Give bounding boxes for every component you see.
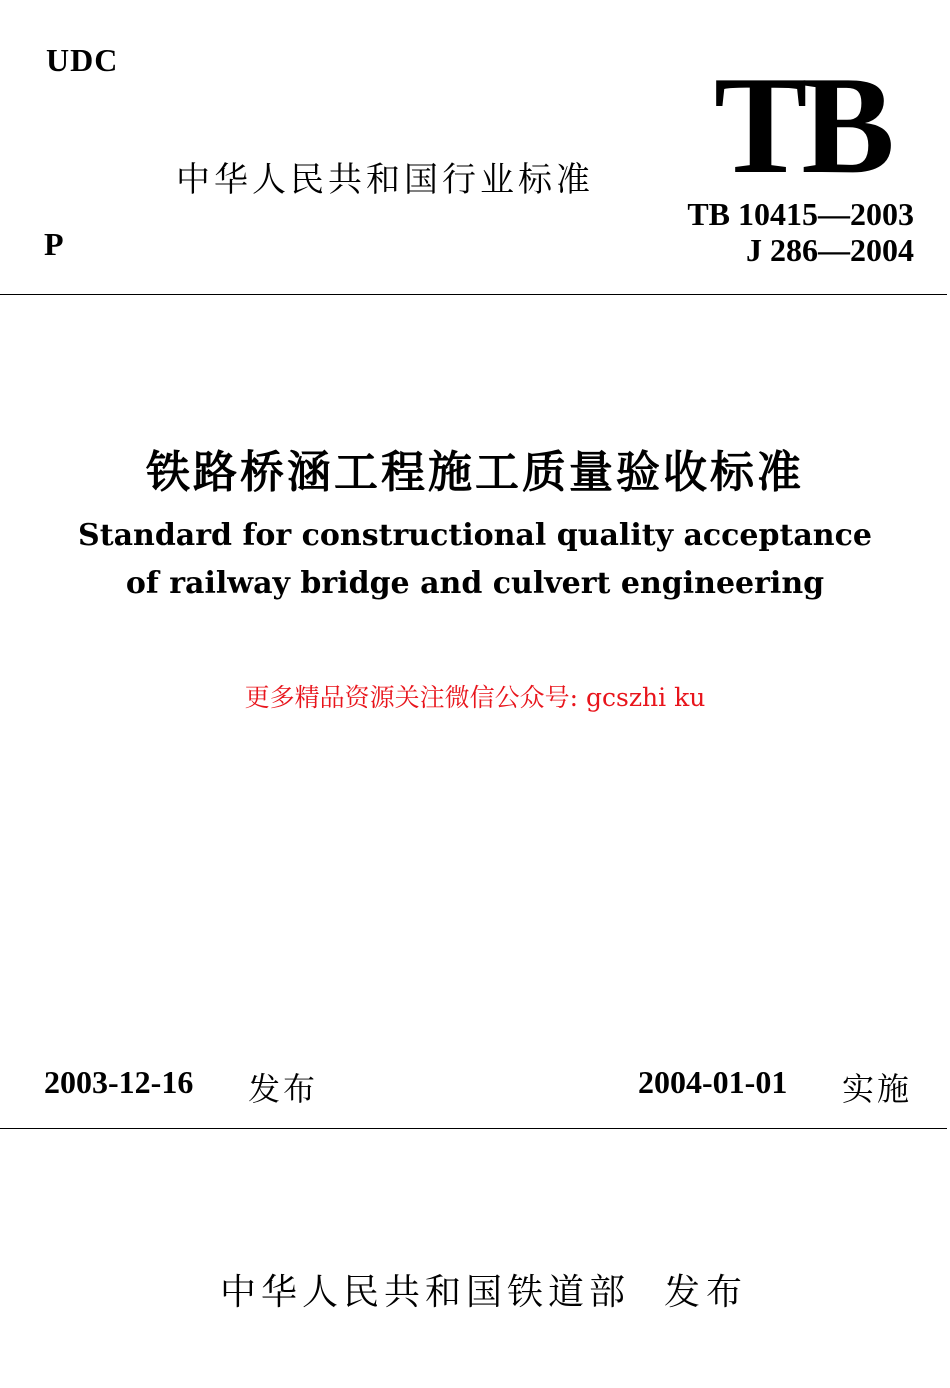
title-chinese: 铁路桥涵工程施工质量验收标准	[146, 447, 804, 498]
classification-code: P	[44, 226, 64, 262]
industry-standard-label: 中华人民共和国行业标准	[176, 160, 594, 200]
record-number: J 286—2004	[746, 232, 914, 268]
issue-label: 发布	[248, 1070, 319, 1108]
top-divider	[0, 294, 947, 295]
publisher-name: 中华人民共和国铁道部	[220, 1272, 631, 1313]
title-english-line2: of railway bridge and culvert engineering	[125, 566, 825, 601]
bottom-divider	[0, 1128, 947, 1129]
promo-text: 更多精品资源关注微信公众号: gcszhi ku	[244, 683, 706, 712]
issue-date: 2003-12-16	[44, 1064, 194, 1100]
publish-label: 发布	[664, 1272, 749, 1313]
implement-date: 2004-01-01	[638, 1064, 788, 1100]
standard-number: TB 10415—2003	[687, 196, 914, 232]
implement-label: 实施	[842, 1070, 913, 1108]
title-english-line1: Standard for constructional quality acceptance	[78, 518, 872, 553]
udc-label: UDC	[46, 42, 119, 78]
tb-logo: TB	[714, 48, 889, 203]
